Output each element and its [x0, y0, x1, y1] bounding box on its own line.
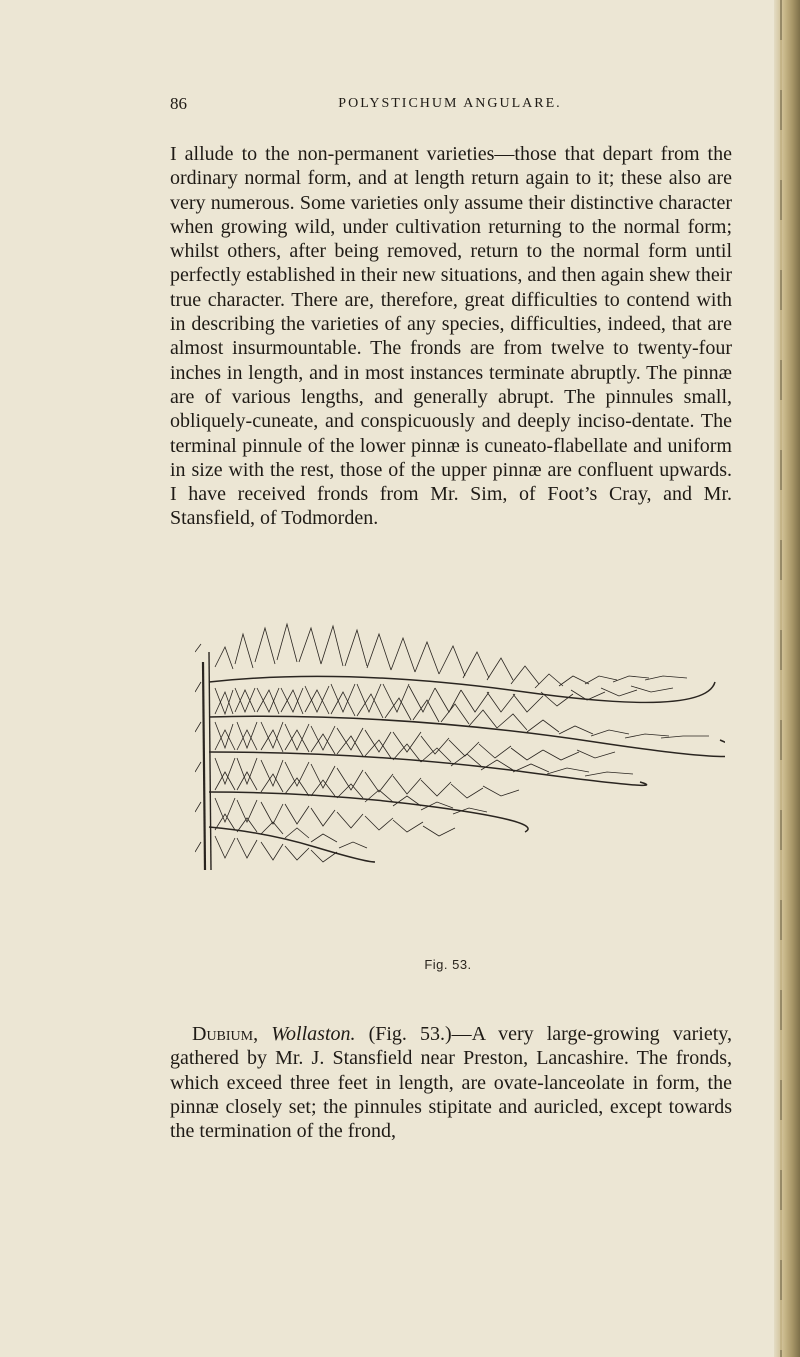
- authority-name: Wollaston.: [271, 1023, 356, 1045]
- running-title: POLYSTICHUM ANGULARE.: [338, 96, 562, 111]
- variety-name: Dubium,: [192, 1023, 259, 1045]
- page-number: 86: [170, 94, 187, 113]
- fern-frond-illustration: [195, 622, 725, 870]
- paragraph-2: [170, 1022, 732, 1143]
- figure-caption: Fig. 53.: [424, 957, 472, 972]
- paragraph-1: I allude to the non-permanent varieties—those that depart from the ordinary normal form, and at length return again to it; these also are very numerous. Some varieties only assume their distinctive character when growing wild, under cultivation returning to the normal form; whilst others, after being removed, return to the normal form until perfectly established in their new situations, and then again shew their true character. There are, therefore, great difficulties to contend with in describing the varieties of any species, difficulties, indeed, that are almost insurmountable. The fronds are from twelve to twenty-four inches in length, and in most instances terminate abruptly. The pinnæ are of various lengths, and generally abrupt. The pinnules small, obliquely-cuneate, and conspicuously and deeply inciso-dentate. The terminal pinnule of the lower pinnæ is cuneato-flabellate and uniform in size with the rest, those of the upper pinnæ are confluent upwards. I have received fronds from Mr. Sim, of Foot’s Cray, and Mr. Stansfield, of Todmorden.: [170, 143, 732, 530]
- paragraph-2-text: (Fig. 53.)—A very large-growing variety, gathered by Mr. J. Stansfield near Preston, Lancashire. The fronds, which exceed three feet in length, are ovate-lanceolate in form, the pinnæ closely set; the pinnules stipitate and auricled, except towards the termination of the frond,: [170, 1023, 732, 1143]
- page-edge: [774, 0, 800, 1357]
